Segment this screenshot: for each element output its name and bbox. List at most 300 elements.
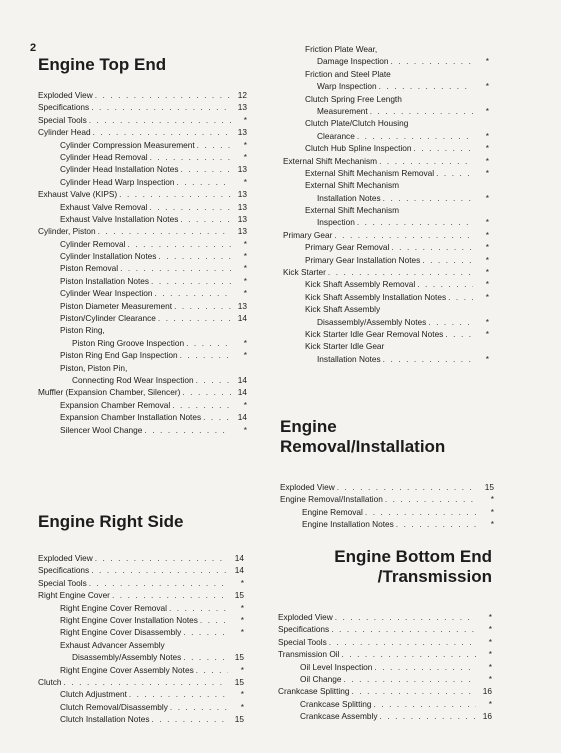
toc-entry: [283, 278, 489, 290]
toc-entry-page: *: [488, 624, 492, 635]
dot-leader: [373, 698, 476, 710]
toc-list: [278, 611, 492, 723]
toc-entry-label: Expansion Chamber Removal: [60, 399, 171, 410]
toc-entry: [283, 80, 489, 92]
dot-leader: [448, 291, 473, 303]
dot-leader: [428, 316, 473, 328]
toc-entry: [278, 673, 492, 685]
toc-entry-label: Right Engine Cover Disassembly: [60, 627, 182, 638]
toc-entry-page: *: [485, 254, 489, 265]
toc-entry: [38, 275, 247, 287]
toc-entry-label: Exhaust Advancer Assembly: [60, 639, 165, 650]
dot-leader: [180, 349, 231, 361]
dot-leader: [383, 353, 473, 365]
dot-leader: [357, 216, 473, 228]
dot-leader: [200, 614, 228, 626]
toc-entry-page: *: [488, 661, 492, 672]
toc-entry: [283, 130, 489, 142]
toc-entry: [283, 266, 489, 278]
toc-entry: [38, 411, 247, 423]
toc-entry-label: Engine Removal: [302, 506, 363, 517]
toc-entry-label: Muffler (Expansion Chamber, Silencer): [38, 387, 181, 398]
toc-entry-label: Clutch Adjustment: [60, 689, 127, 700]
toc-entry-label: Cylinder Head Removal: [60, 151, 148, 162]
toc-entry-page: *: [243, 139, 247, 150]
dot-leader: [196, 374, 231, 386]
toc-entry-page: *: [485, 229, 489, 240]
toc-entry: [38, 362, 247, 374]
toc-entry: [38, 664, 244, 676]
section-engine-top-end: [38, 55, 247, 436]
toc-entry-page: *: [485, 81, 489, 92]
toc-entry: [38, 374, 247, 386]
dot-leader: [329, 636, 476, 648]
toc-entry-label: Clutch Hub Spline Inspection: [305, 143, 412, 154]
toc-entry-label: Damage Inspection: [317, 56, 389, 67]
section-title: Engine Top End: [38, 55, 167, 74]
dot-leader: [422, 254, 473, 266]
toc-entry-label: Piston/Cylinder Clearance: [60, 313, 156, 324]
toc-entry-label: Special Tools: [38, 577, 87, 588]
toc-entry: [283, 155, 489, 167]
toc-entry: [38, 287, 247, 299]
toc-entry-page: *: [485, 328, 489, 339]
toc-entry-label: Clutch Installation Notes: [60, 714, 150, 725]
toc-entry: [38, 552, 244, 564]
toc-entry-label: Installation Notes: [317, 353, 381, 364]
page-number: 2: [30, 42, 37, 54]
toc-entry-page: 13: [237, 189, 247, 200]
toc-entry-label: Piston, Piston Pin,: [60, 362, 128, 373]
toc-entry-label: Friction and Steel Plate: [305, 68, 391, 79]
toc-entry-label: Warp Inspection: [317, 81, 377, 92]
toc-entry-page: *: [243, 424, 247, 435]
section-title: Engine Removal/Installation: [280, 417, 446, 456]
toc-entry: [283, 117, 489, 129]
toc-entry-page: *: [243, 238, 247, 249]
toc-entry: [283, 328, 489, 340]
toc-entry-label: Friction Plate Wear,: [305, 43, 378, 54]
dot-leader: [365, 506, 478, 518]
section-title: [278, 547, 492, 587]
toc-entry: [283, 204, 489, 216]
toc-entry-label: Silencer Wool Change: [60, 424, 143, 435]
toc-entry: [283, 68, 489, 80]
toc-entry: [38, 589, 244, 601]
toc-entry-page: 15: [234, 714, 244, 725]
toc-entry-page: 15: [234, 676, 244, 687]
toc-entry: [283, 303, 489, 315]
toc-entry-page: *: [485, 279, 489, 290]
toc-entry-label: Exhaust Valve Installation Notes: [60, 213, 179, 224]
dot-leader: [370, 105, 473, 117]
toc-entry-label: Exploded View: [280, 481, 335, 492]
dot-leader: [98, 225, 231, 237]
toc-entry: [278, 661, 492, 673]
dot-leader: [119, 188, 231, 200]
dot-leader: [197, 139, 231, 151]
dot-leader: [89, 577, 228, 589]
section-title-line-2: /Transmission: [377, 567, 492, 586]
toc-entry-page: *: [485, 217, 489, 228]
toc-entry: [38, 101, 247, 113]
toc-entry-page: *: [243, 399, 247, 410]
dot-leader: [414, 142, 473, 154]
dot-leader: [150, 151, 231, 163]
toc-entry-label: Exhaust Valve Removal: [60, 201, 148, 212]
toc-entry-label: Clutch Plate/Clutch Housing: [305, 118, 409, 129]
dot-leader: [91, 101, 231, 113]
toc-entry-label: Kick Starter Idle Gear: [305, 341, 385, 352]
toc-list: [280, 481, 494, 531]
toc-entry: [38, 262, 247, 274]
toc-entry-page: *: [485, 267, 489, 278]
toc-entry-label: Clutch Spring Free Length: [305, 93, 402, 104]
toc-entry: [283, 105, 489, 117]
section-engine-right-side: [38, 512, 244, 725]
toc-entry-page: 12: [237, 89, 247, 100]
toc-entry-label: Piston Ring,: [60, 325, 105, 336]
dot-leader: [95, 89, 231, 101]
dot-leader: [357, 130, 473, 142]
toc-entry: [283, 254, 489, 266]
toc-entry-label: Oil Change: [300, 673, 342, 684]
toc-entry-label: External Shift Mechanism: [305, 205, 400, 216]
toc-entry-page: 16: [482, 711, 492, 722]
toc-entry: [38, 602, 244, 614]
toc-entry: [283, 55, 489, 67]
toc-entry: [283, 192, 489, 204]
toc-entry: [38, 399, 247, 411]
dot-leader: [95, 552, 228, 564]
toc-entry-page: *: [485, 130, 489, 141]
toc-entry: [38, 114, 247, 126]
dot-leader: [203, 411, 231, 423]
toc-entry-label: Connecting Rod Wear Inspection: [72, 374, 194, 385]
dot-leader: [183, 651, 228, 663]
toc-entry-page: *: [240, 614, 244, 625]
dot-leader: [351, 685, 476, 697]
toc-entry-page: 15: [234, 652, 244, 663]
toc-entry-label: Measurement: [317, 105, 368, 116]
toc-entry-label: Cylinder, Piston: [38, 226, 96, 237]
toc-entry: [283, 353, 489, 365]
toc-entry-page: *: [243, 288, 247, 299]
toc-entry-page: *: [490, 506, 494, 517]
dot-leader: [385, 493, 478, 505]
toc-entry-page: *: [488, 673, 492, 684]
toc-entry-label: Specifications: [38, 565, 90, 576]
toc-entry: [38, 151, 247, 163]
toc-entry-label: Engine Removal/Installation: [280, 494, 383, 505]
toc-entry: [38, 89, 247, 101]
toc-entry: [283, 229, 489, 241]
dot-leader: [383, 192, 473, 204]
toc-entry: [38, 626, 244, 638]
toc-entry-label: Crankcase Splitting: [278, 686, 350, 697]
toc-entry-label: Right Engine Cover: [38, 590, 110, 601]
dot-leader: [174, 300, 231, 312]
toc-entry: [283, 316, 489, 328]
toc-entry: [283, 241, 489, 253]
toc-entry-label: Exploded View: [278, 611, 333, 622]
toc-entry-page: *: [240, 577, 244, 588]
toc-entry: [283, 291, 489, 303]
toc-entry-label: Exploded View: [38, 552, 93, 563]
toc-entry-page: 13: [237, 226, 247, 237]
dot-leader: [170, 701, 228, 713]
dot-leader: [417, 278, 473, 290]
toc-entry-page: 14: [237, 412, 247, 423]
dot-leader: [93, 126, 231, 138]
toc-entry-label: Exhaust Valve (KIPS): [38, 189, 118, 200]
toc-entry-label: Kick Shaft Assembly: [305, 304, 381, 315]
toc-entry-page: *: [485, 167, 489, 178]
toc-entry-page: *: [240, 701, 244, 712]
dot-leader: [335, 611, 476, 623]
toc-entry: [280, 493, 494, 505]
toc-entry-page: 14: [237, 387, 247, 398]
toc-entry: [278, 648, 492, 660]
toc-entry: [38, 713, 244, 725]
dot-leader: [374, 661, 476, 673]
toc-entry: [283, 93, 489, 105]
toc-entry-label: Oil Level Inspection: [300, 661, 373, 672]
toc-entry-label: Kick Shaft Assembly Removal: [305, 279, 416, 290]
dot-leader: [151, 713, 228, 725]
dot-leader: [186, 337, 231, 349]
toc-entry-label: Cylinder Head Installation Notes: [60, 164, 179, 175]
toc-entry-page: 13: [237, 164, 247, 175]
dot-leader: [158, 312, 231, 324]
toc-entry: [38, 213, 247, 225]
toc-entry-label: Disassembly/Assembly Notes: [317, 316, 427, 327]
dot-leader: [177, 176, 231, 188]
toc-entry: [38, 424, 247, 436]
toc-entry: [38, 688, 244, 700]
toc-entry-page: *: [490, 494, 494, 505]
dot-leader: [391, 241, 473, 253]
toc-entry-label: Expansion Chamber Installation Notes: [60, 412, 202, 423]
toc-entry-page: *: [240, 689, 244, 700]
toc-entry-page: *: [485, 316, 489, 327]
toc-entry-page: *: [243, 337, 247, 348]
toc-entry-page: *: [243, 251, 247, 262]
toc-entry-label: Cylinder Head Warp Inspection: [60, 176, 175, 187]
toc-entry: [283, 167, 489, 179]
toc-entry: [38, 201, 247, 213]
toc-entry: [280, 506, 494, 518]
toc-entry-label: Installation Notes: [317, 192, 381, 203]
toc-entry-label: Primary Gear Installation Notes: [305, 254, 421, 265]
toc-entry-label: External Shift Mechanism: [283, 155, 378, 166]
toc-entry-page: 13: [237, 300, 247, 311]
toc-entry-page: *: [485, 242, 489, 253]
dot-leader: [344, 673, 476, 685]
toc-entry: [38, 614, 244, 626]
dot-leader: [89, 114, 231, 126]
toc-entry-page: 16: [482, 686, 492, 697]
toc-entry-page: *: [243, 114, 247, 125]
toc-entry: [38, 139, 247, 151]
toc-entry-page: *: [243, 350, 247, 361]
toc-entry-label: Clutch: [38, 676, 62, 687]
toc-entry-label: External Shift Mechanism Removal: [305, 167, 435, 178]
toc-entry-label: Crankcase Splitting: [300, 698, 372, 709]
toc-entry: [278, 623, 492, 635]
toc-entry-page: *: [243, 151, 247, 162]
toc-entry-page: *: [490, 519, 494, 530]
toc-entry-label: Specifications: [278, 624, 330, 635]
toc-entry-label: External Shift Mechanism: [305, 180, 400, 191]
toc-entry-page: 14: [234, 552, 244, 563]
toc-entry-label: Piston Removal: [60, 263, 119, 274]
toc-entry: [283, 340, 489, 352]
toc-entry: [38, 176, 247, 188]
toc-entry-page: *: [488, 636, 492, 647]
toc-entry: [38, 564, 244, 576]
toc-entry: [38, 324, 247, 336]
toc-entry-page: *: [488, 698, 492, 709]
dot-leader: [331, 623, 476, 635]
toc-entry-label: Transmission Oil: [278, 649, 340, 660]
dot-leader: [379, 710, 476, 722]
dot-leader: [379, 80, 473, 92]
dot-leader: [144, 424, 231, 436]
toc-entry: [278, 611, 492, 623]
toc-entry-label: Primary Gear Removal: [305, 242, 390, 253]
section-top-end-continued: [283, 43, 489, 365]
dot-leader: [112, 589, 228, 601]
toc-entry-label: Piston Diameter Measurement: [60, 300, 173, 311]
toc-entry-page: *: [485, 192, 489, 203]
toc-entry: [278, 698, 492, 710]
toc-entry-page: 13: [237, 102, 247, 113]
toc-entry-label: Cylinder Compression Measurement: [60, 139, 195, 150]
dot-leader: [445, 328, 473, 340]
toc-entry-label: Kick Shaft Assembly Installation Notes: [305, 291, 447, 302]
toc-entry-label: Cylinder Installation Notes: [60, 251, 157, 262]
toc-entry: [38, 676, 244, 688]
toc-entry-label: Cylinder Wear Inspection: [60, 288, 153, 299]
section-engine-bottom-end: [278, 547, 492, 723]
toc-entry-label: Kick Starter Idle Gear Removal Notes: [305, 328, 444, 339]
dot-leader: [391, 55, 474, 67]
toc-entry-label: Piston Installation Notes: [60, 275, 150, 286]
dot-leader: [328, 266, 473, 278]
toc-entry: [283, 142, 489, 154]
toc-entry-label: Primary Gear: [283, 229, 333, 240]
dot-leader: [149, 201, 231, 213]
toc-entry: [38, 238, 247, 250]
toc-entry: [38, 188, 247, 200]
toc-entry: [38, 639, 244, 651]
toc-entry-label: Piston Ring End Gap Inspection: [60, 350, 178, 361]
toc-entry: [278, 685, 492, 697]
toc-entry-page: *: [243, 275, 247, 286]
dot-leader: [91, 564, 228, 576]
toc-entry-label: Kick Starter: [283, 267, 326, 278]
toc-entry-label: Cylinder Head: [38, 127, 91, 138]
toc-entry-label: Disassembly/Assembly Notes: [72, 652, 182, 663]
toc-entry-label: Piston Ring Groove Inspection: [72, 337, 185, 348]
toc-entry-label: Right Engine Cover Removal: [60, 602, 167, 613]
toc-entry-page: *: [485, 353, 489, 364]
toc-entry: [38, 250, 247, 262]
toc-entry-label: Engine Installation Notes: [302, 519, 394, 530]
toc-entry-page: *: [485, 105, 489, 116]
dot-leader: [180, 213, 231, 225]
toc-entry-page: *: [240, 664, 244, 675]
dot-leader: [129, 688, 228, 700]
toc-entry-page: 14: [237, 313, 247, 324]
dot-leader: [337, 481, 478, 493]
toc-entry-label: Crankcase Assembly: [300, 711, 378, 722]
toc-entry-page: *: [243, 176, 247, 187]
toc-list: [38, 552, 244, 725]
toc-entry-page: *: [488, 611, 492, 622]
toc-entry-label: Cylinder Removal: [60, 238, 126, 249]
dot-leader: [120, 262, 231, 274]
dot-leader: [183, 626, 228, 638]
toc-list: [38, 89, 247, 436]
toc-entry-label: Clearance: [317, 130, 355, 141]
toc-entry: [38, 300, 247, 312]
toc-entry: [283, 43, 489, 55]
toc-entry-page: 14: [237, 374, 247, 385]
toc-entry: [38, 651, 244, 663]
toc-entry-page: *: [485, 143, 489, 154]
dot-leader: [172, 399, 231, 411]
toc-entry-label: Special Tools: [278, 636, 327, 647]
dot-leader: [151, 275, 231, 287]
section-title-line-1: Engine Bottom End: [334, 547, 492, 566]
toc-entry-page: *: [488, 649, 492, 660]
toc-entry: [38, 312, 247, 324]
dot-leader: [396, 518, 478, 530]
dot-leader: [158, 250, 231, 262]
toc-entry-page: 13: [237, 201, 247, 212]
toc-entry-label: Special Tools: [38, 114, 87, 125]
toc-entry: [283, 216, 489, 228]
toc-entry-label: Exploded View: [38, 89, 93, 100]
dot-leader: [341, 648, 476, 660]
toc-entry-page: 15: [234, 590, 244, 601]
toc-entry: [38, 126, 247, 138]
toc-entry-page: *: [485, 56, 489, 67]
toc-entry-page: 14: [234, 565, 244, 576]
toc-entry: [278, 710, 492, 722]
section-title: Engine Right Side: [38, 512, 184, 531]
toc-entry: [38, 577, 244, 589]
toc-entry-label: Right Engine Cover Assembly Notes: [60, 664, 194, 675]
toc-entry: [38, 163, 247, 175]
toc-list: [283, 43, 489, 365]
toc-entry: [278, 636, 492, 648]
toc-entry-page: *: [243, 263, 247, 274]
toc-entry-label: Inspection: [317, 217, 355, 228]
toc-entry-page: 13: [237, 127, 247, 138]
dot-leader: [436, 167, 473, 179]
section-engine-removal: [280, 417, 494, 531]
toc-entry-page: *: [240, 602, 244, 613]
toc-entry-page: *: [485, 155, 489, 166]
toc-entry: [38, 225, 247, 237]
toc-entry-label: Specifications: [38, 102, 90, 113]
dot-leader: [169, 602, 228, 614]
toc-entry-label: Right Engine Cover Installation Notes: [60, 614, 198, 625]
toc-entry: [38, 386, 247, 398]
